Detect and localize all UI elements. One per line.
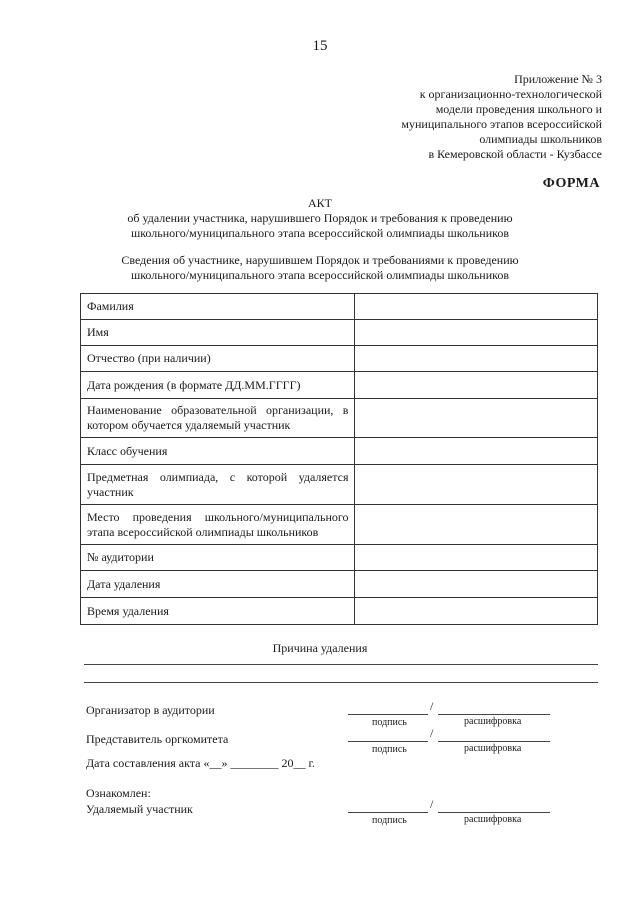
appendix-line: муниципального этапов всероссийской: [401, 117, 602, 131]
forma-label: ФОРМА: [542, 176, 600, 191]
appendix-line: к организационно-технологической: [419, 87, 602, 101]
info-heading-line: Сведения об участнике, нарушившем Порядок и требованиями к проведению: [121, 253, 519, 267]
row-label: Имя: [81, 320, 355, 346]
row-label: Отчество (при наличии): [81, 346, 355, 372]
signature-caption: подпись: [372, 744, 407, 755]
row-value[interactable]: [355, 545, 598, 571]
participant-info-table: [80, 293, 598, 625]
committee-label: Представитель оргкомитета: [86, 732, 229, 746]
act-date-line[interactable]: Дата составления акта «__» ________ 20__ г.: [86, 756, 316, 770]
signature-caption: подпись: [372, 717, 407, 728]
table-row: [81, 545, 598, 571]
row-value[interactable]: [355, 465, 598, 505]
decoding-caption: расшифровка: [464, 716, 522, 727]
row-label: Дата рождения (в формате ДД.ММ.ГГГГ): [81, 372, 355, 399]
reason-line[interactable]: [84, 664, 598, 665]
slash-separator: /: [430, 797, 434, 811]
row-label: Дата удаления: [81, 571, 355, 598]
info-heading-line: школьного/муниципального этапа всероссийской олимпиады школьников: [130, 268, 510, 282]
page-number: 15: [312, 38, 328, 54]
act-subtitle-line: об удалении участника, нарушившего Порядок и требования к проведению: [127, 211, 513, 225]
row-label: Место проведения школьного/муниципального этапа всероссийской олимпиады школьников: [81, 505, 355, 545]
organizer-label: Организатор в аудитории: [86, 703, 215, 717]
row-label: № аудитории: [81, 545, 355, 571]
row-label: Время удаления: [81, 598, 355, 625]
decoding-caption: расшифровка: [464, 814, 522, 825]
row-value[interactable]: [355, 505, 598, 545]
table-row: [81, 294, 598, 320]
decoding-caption: расшифровка: [464, 743, 522, 754]
table-row: [81, 571, 598, 598]
row-value[interactable]: [355, 399, 598, 438]
table-row: [81, 505, 598, 545]
row-value[interactable]: [355, 571, 598, 598]
decoding-line[interactable]: [438, 741, 550, 742]
table-row: [81, 372, 598, 399]
appendix-line: Приложение № 3: [514, 72, 602, 86]
decoding-line[interactable]: [438, 812, 550, 813]
row-label: Фамилия: [81, 294, 355, 320]
appendix-line: в Кемеровской области - Кузбассе: [428, 147, 602, 161]
table-row: [81, 346, 598, 372]
table-row: [81, 598, 598, 625]
row-value[interactable]: [355, 346, 598, 372]
participant-label: Удаляемый участник: [86, 802, 193, 816]
table-row: [81, 320, 598, 346]
decoding-line[interactable]: [438, 714, 550, 715]
row-value[interactable]: [355, 320, 598, 346]
slash-separator: /: [430, 699, 434, 713]
slash-separator: /: [430, 726, 434, 740]
row-label: Предметная олимпиада, с которой удаляется участник: [81, 465, 355, 505]
row-label: Класс обучения: [81, 438, 355, 465]
table-row: [81, 438, 598, 465]
acquainted-label: Ознакомлен:: [86, 786, 151, 800]
appendix-line: олимпиады школьников: [479, 132, 602, 146]
reason-label: Причина удаления: [272, 641, 368, 655]
row-value[interactable]: [355, 372, 598, 399]
appendix-line: модели проведения школьного и: [435, 102, 602, 116]
signature-line[interactable]: [348, 714, 428, 715]
act-title: АКТ: [308, 196, 332, 210]
table-row: [81, 399, 598, 438]
signature-line[interactable]: [348, 812, 428, 813]
row-value[interactable]: [355, 438, 598, 465]
row-value[interactable]: [355, 598, 598, 625]
signature-caption: подпись: [372, 815, 407, 826]
signature-line[interactable]: [348, 741, 428, 742]
table-row: [81, 465, 598, 505]
act-subtitle-line: школьного/муниципального этапа всероссийской олимпиады школьников: [130, 226, 510, 240]
reason-line[interactable]: [84, 682, 598, 683]
row-value[interactable]: [355, 294, 598, 320]
row-label: Наименование образовательной организации, в котором обучается удаляемый участник: [81, 399, 355, 438]
